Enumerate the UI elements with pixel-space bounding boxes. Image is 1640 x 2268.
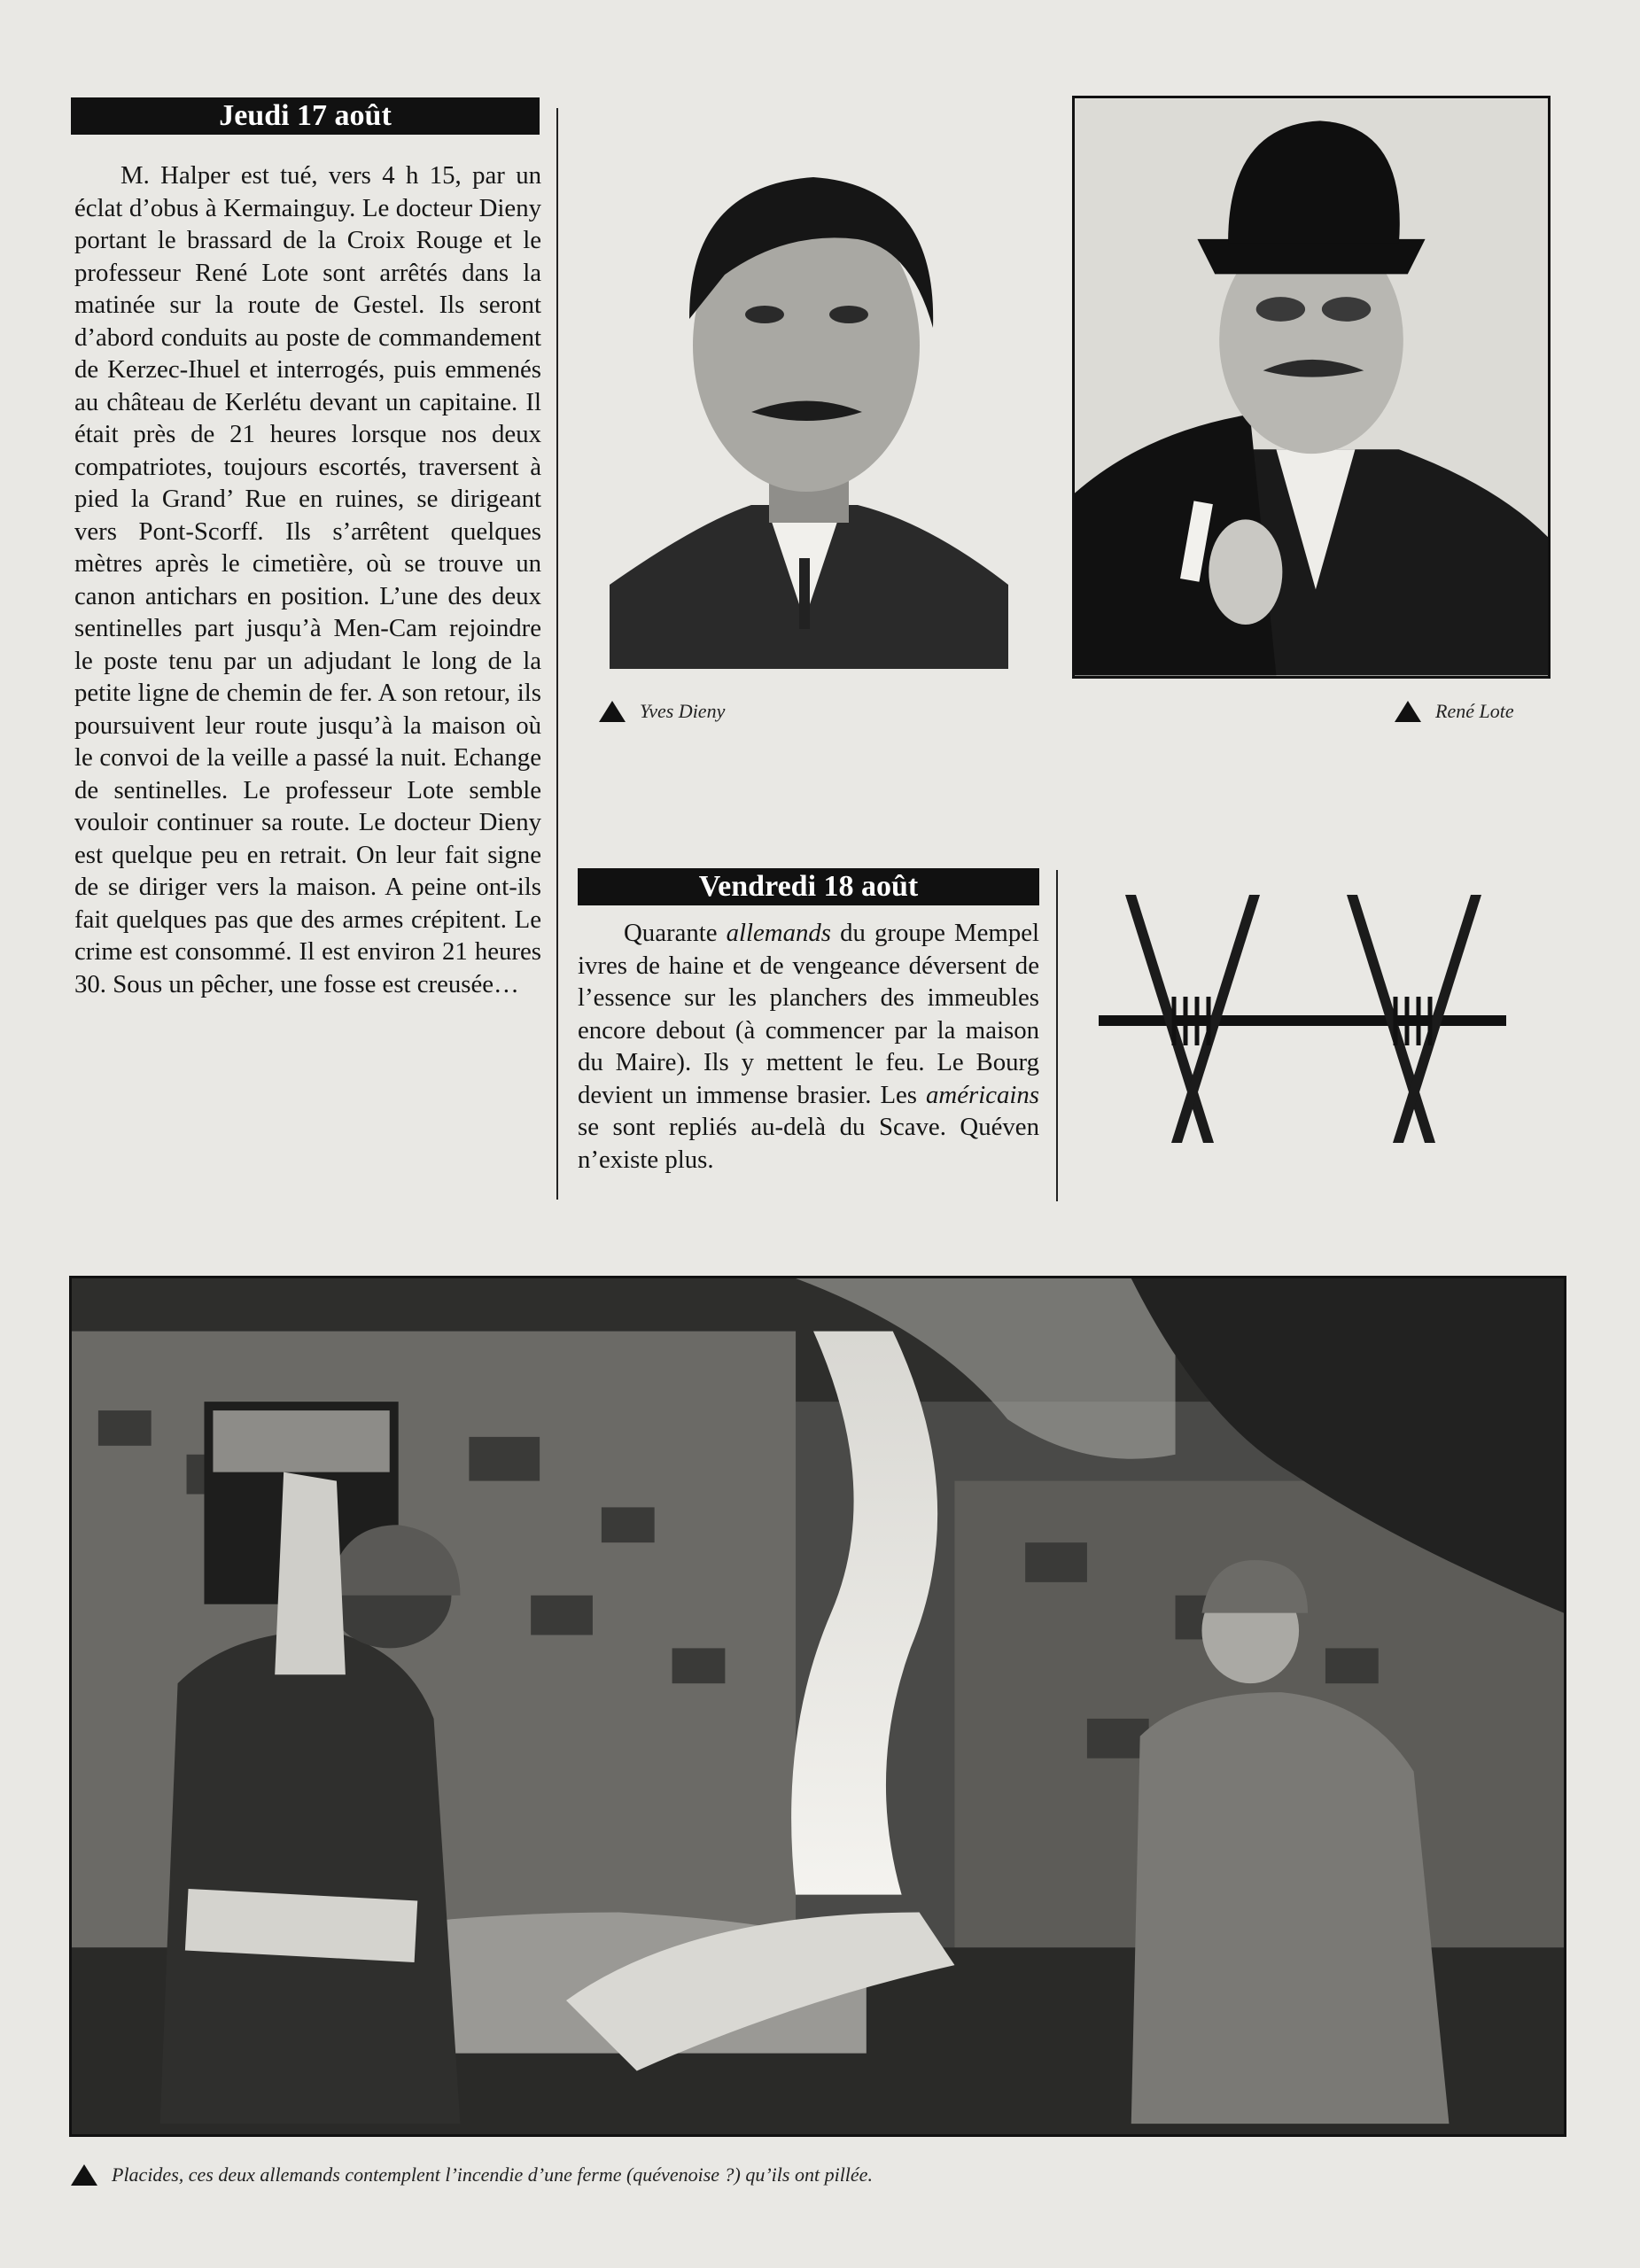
article-vendredi [578,917,1039,1176]
caption-triangle-icon [71,2164,97,2186]
article-vendredi-text-a: Quarante [624,919,727,947]
caption-triangle-icon [599,701,626,722]
article-vendredi-text [578,917,1039,1176]
caption-text: Yves Dieny [640,700,726,722]
caption-farm-fire [71,2163,873,2186]
portrait-rene-lote-image [1075,98,1548,676]
photo-farm-fire [69,1276,1566,2137]
article-jeudi-text: M. Halper est tué, vers 4 h 15, par un éclat d’obus à Kermainguy. Le docteur Dieny portant le brassard de la Croix Rouge et le professeur René Lote sont arrêtés dans la matinée sur la route de Gestel. Ils seront d’abord conduits au poste de commandement de Kerzec-Ihuel et interrogés, puis emmenés au château de Kerlétu devant un capitaine. Il était près de 21 heures lorsque nos deux compatriotes, toujours escortés, traversent à pied la Grand’ Rue en ruines, se dirigeant vers Pont-Scorff. Ils s’arrêtent quelques mètres après le cimetière, où se trouve un canon antichars en position. L’une des deux sentinelles part jusqu’à Men-Cam rejoindre le poste tenu par un adjudant le long de la petite ligne de chemin de fer. A son retour, ils poursuivent leur route jusqu’à la maison où le convoi de la veille a passé la nuit. Echange de sentinelles. Le professeur Lote semble vouloir continuer sa route. Le docteur Dieny est quelque peu en retrait. On leur fait signe de se diriger vers la maison. A peine ont-ils fait quelques pas que des armes crépitent. Le crime est consommé. Il est environ 21 heures 30. Sous un pêcher, une fosse est creusée… [74,161,541,998]
section-title: Vendredi 18 août [698,870,919,903]
portrait-rene-lote [1072,96,1551,679]
barbed-wire-icon [1090,886,1515,1152]
portrait-yves-dieny [592,124,1017,669]
caption-rene-lote [1395,700,1514,723]
caption-text: René Lote [1435,700,1514,722]
article-jeudi [74,159,541,1000]
section-title: Jeudi 17 août [219,99,392,132]
article-vendredi-em2: américains [926,1080,1039,1109]
barbed-wire-illustration [1090,886,1515,1152]
portrait-yves-dieny-image [592,124,1017,669]
section-header-jeudi [71,97,540,135]
caption-triangle-icon [1395,701,1421,722]
photo-farm-fire-image [72,1278,1564,2134]
caption-text: Placides, ces deux allemands contemplent l’incendie d’une ferme (quévenoise ?) qu’ils ont pillée. [112,2163,873,2186]
section-header-vendredi [578,868,1039,905]
column-divider-right [1056,870,1058,1201]
article-vendredi-text-b: du groupe Mempel ivres de haine et de vengeance déversent de l’essence sur les planchers des immeubles encore debout (à commencer par la maison du Maire). Ils y mettent le feu. Le Bourg devient un immense brasier. Les [578,919,1040,1109]
article-vendredi-em1: allemands [726,919,832,947]
article-vendredi-text-c: se sont repliés au-delà du Scave. Quéven n’existe plus. [578,1113,1039,1174]
column-divider [556,108,558,1200]
caption-yves-dieny [599,700,725,723]
